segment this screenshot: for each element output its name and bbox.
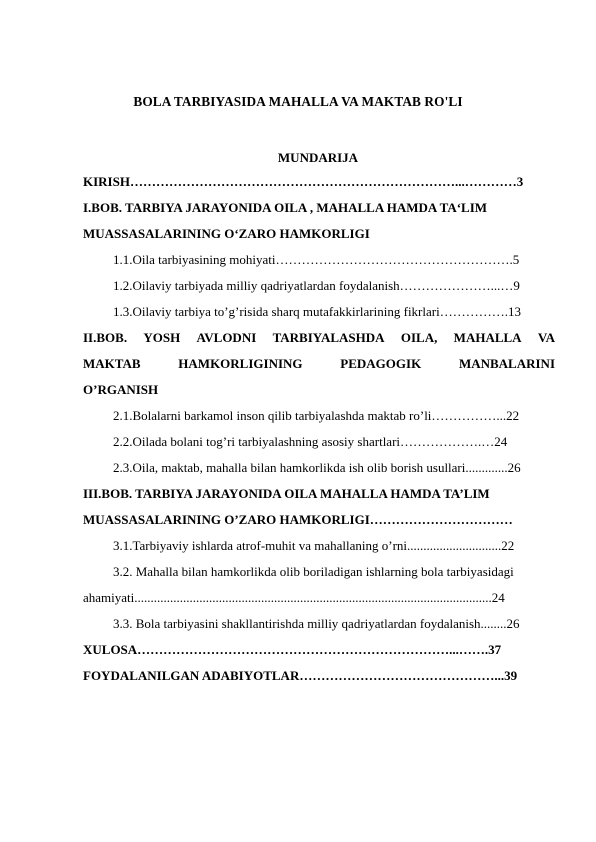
toc-section-3-2-line-2: ahamiyati..............................................................................................................24 <box>83 590 505 605</box>
word: TARBIYALASHDA <box>272 330 385 345</box>
word: PEDAGOGIK <box>340 356 422 371</box>
document-title: BOLA TARBIYASIDA MAHALLA VA MAKTAB RO'LI <box>133 94 463 109</box>
word: II.BOB. <box>83 330 128 345</box>
word: VA <box>537 330 555 345</box>
toc-section-2-3: 2.3.Oila, maktab, mahalla bilan hamkorlikda ish olib borish usullari.............26 <box>113 460 521 475</box>
word: MANBALARINI <box>458 356 555 371</box>
toc-chapter-2-line-2 <box>83 356 555 372</box>
toc-chapter-3-line-1: III.BOB. TARBIYA JARAYONIDA OILA MAHALLA HAMDA TA’LIM <box>83 486 490 501</box>
toc-chapter-1-line-1: I.BOB. TARBIYA JARAYONIDA OILA , MAHALLA HAMDA TA‘LIM <box>83 200 488 215</box>
toc-section-3-3: 3.3. Bola tarbiyasini shakllantirishda milliy qadriyatlardan foydalanish........26 <box>113 616 520 631</box>
toc-entry-kirish: KIRISH…………………………………………………………………...…………3 <box>83 174 524 189</box>
toc-section-2-1: 2.1.Bolalarni barkamol inson qilib tarbiyalashda maktab ro’li……………...22 <box>113 408 520 423</box>
toc-chapter-3-line-2: MUASSASALARINING O’ZARO HAMKORLIGI…………………………… <box>83 512 513 527</box>
word: HAMKORLIGINING <box>178 356 303 371</box>
toc-section-3-2-line-1: 3.2. Mahalla bilan hamkorlikda olib boriladigan ishlarning bola tarbiyasidagi <box>113 564 514 579</box>
word: YOSH <box>143 330 181 345</box>
toc-section-3-1: 3.1.Tarbiyaviy ishlarda atrof-muhit va mahallaning o’rni.............................22 <box>113 538 515 553</box>
toc-heading: MUNDARIJA <box>277 150 359 165</box>
toc-chapter-1-line-2: MUASSASALARINING O‘ZARO HAMKORLIGI <box>83 226 370 241</box>
toc-entry-xulosa: XULOSA………………………………………………………………...…….37 <box>83 642 502 657</box>
toc-section-1-2: 1.2.Oilaviy tarbiyada milliy qadriyatlardan foydalanish…………………...…9 <box>113 278 520 293</box>
word: OILA, <box>400 330 438 345</box>
toc-section-2-2: 2.2.Oilada bolani tog’ri tarbiyalashning asosiy shartlari……………….…24 <box>113 434 508 449</box>
toc-chapter-2-line-3: O’RGANISH <box>83 382 159 397</box>
word: AVLODNI <box>196 330 257 345</box>
word: MAHALLA <box>453 330 522 345</box>
toc-entry-references: FOYDALANILGAN ADABIYOTLAR………………………………………...39 <box>83 668 518 683</box>
toc-chapter-2-line-1 <box>83 330 555 346</box>
toc-section-1-1: 1.1.Oila tarbiyasining mohiyati……………………………………………….5 <box>113 252 520 267</box>
word: MAKTAB <box>83 356 141 371</box>
toc-section-1-3: 1.3.Oilaviy tarbiya to’g’risida sharq mutafakkirlarining fikrlari…………….13 <box>113 304 521 319</box>
